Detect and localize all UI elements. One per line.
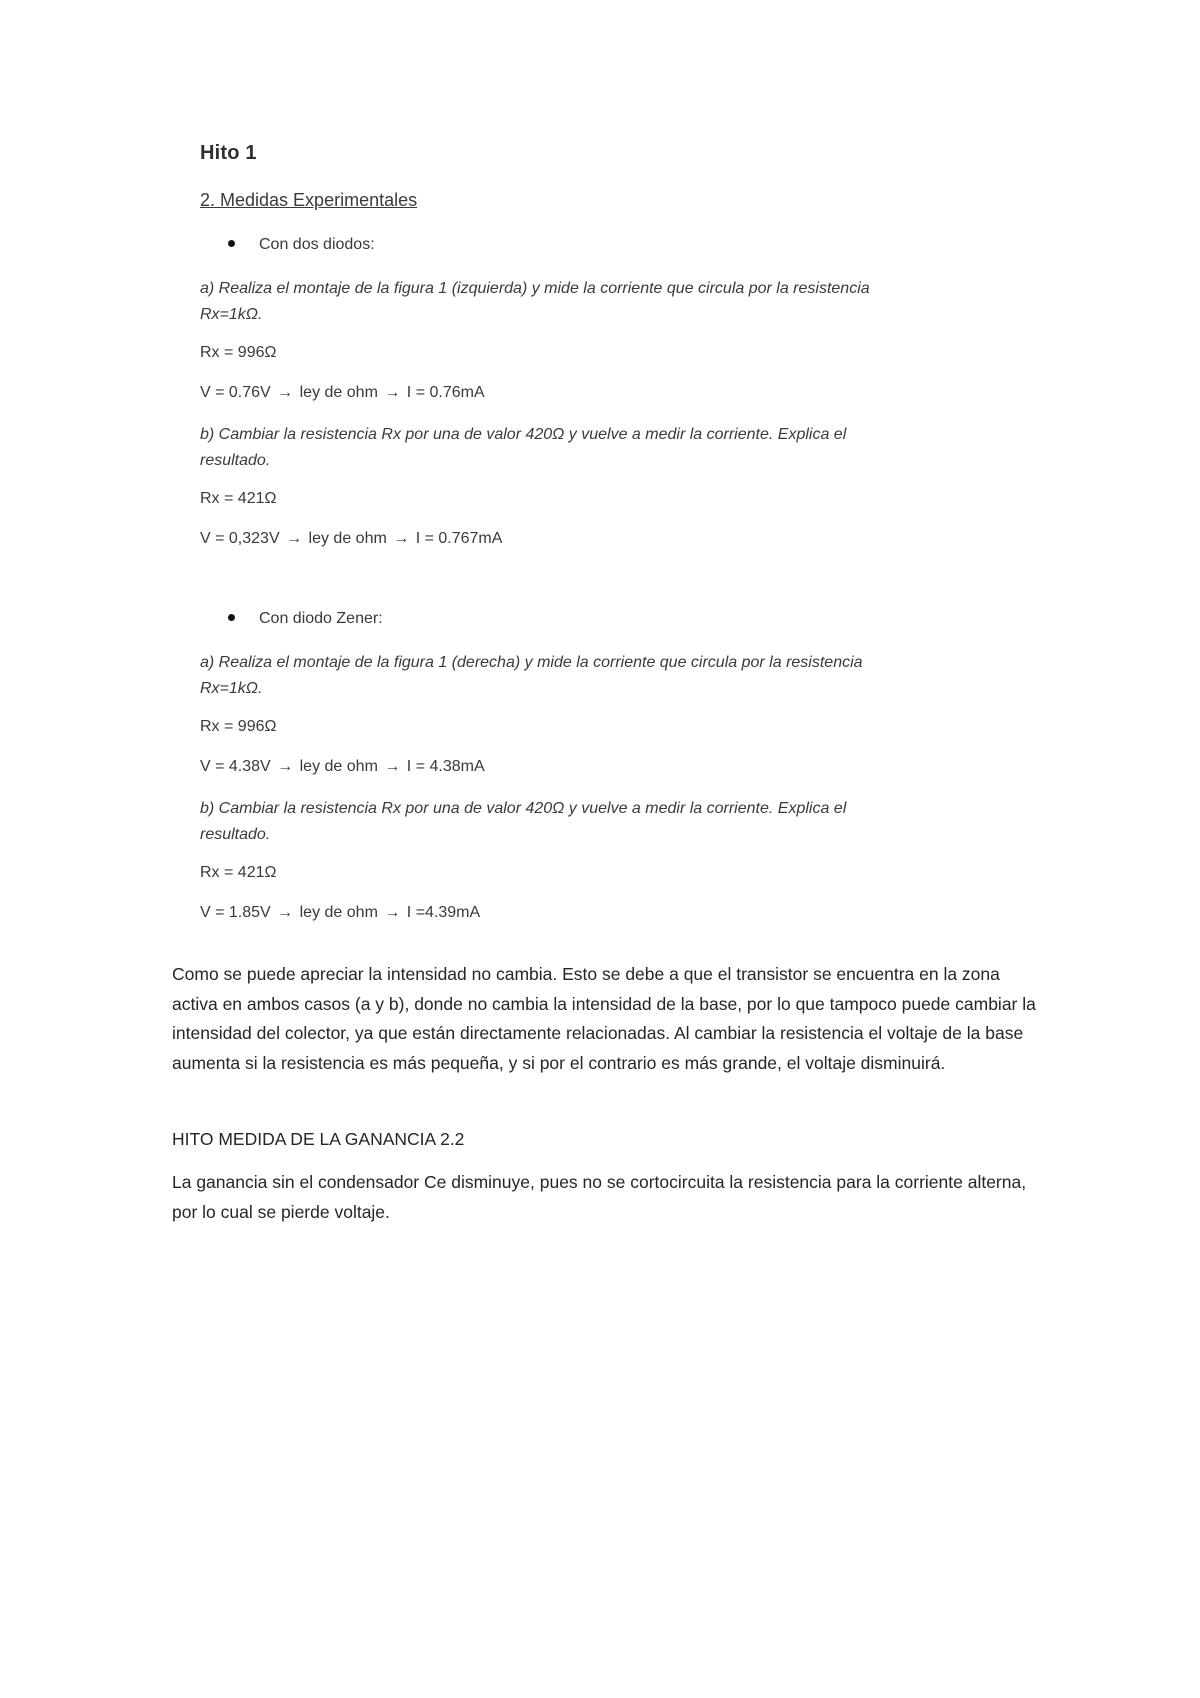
- voltage-value: V = 4.38V: [200, 758, 271, 775]
- answer-rx: Rx = 996Ω: [200, 344, 277, 361]
- ley-label: ley de ohm: [299, 384, 378, 401]
- question-line: b) Cambiar la resistencia Rx por una de valor 420Ω y vuelve a medir la corriente. Explica el: [200, 426, 847, 443]
- answer-rx: Rx = 421Ω: [200, 864, 277, 881]
- question-line: resultado.: [200, 452, 271, 469]
- bullet-icon: [228, 614, 235, 621]
- current-value: I =4.39mA: [406, 904, 481, 921]
- answer-voltage-line: [200, 530, 960, 548]
- question-a-zener: [200, 650, 940, 702]
- bullet-diodo-zener: [228, 610, 988, 628]
- arrow-right-icon: →: [384, 904, 401, 921]
- arrow-right-icon: →: [277, 904, 294, 921]
- page-title: Hito 1: [200, 142, 257, 164]
- answer-voltage-line: [200, 904, 960, 922]
- arrow-right-icon: →: [277, 384, 294, 401]
- bullet-label: Con dos diodos:: [259, 236, 375, 253]
- explanation-paragraph: Como se puede apreciar la intensidad no cambia. Esto se debe a que el transistor se encuentra en la zona activa en ambos casos (a y b), donde no cambia la intensidad de la base, por lo que tampoco puede cambiar la intensidad del colector, ya que están directamente relacionadas. Al cambiar la resistencia el voltaje de la base aumenta si la resistencia es más pequeña, y si por el contrario es más grande, el voltaje disminuirá.: [172, 964, 1036, 1073]
- voltage-value: V = 0,323V: [200, 530, 280, 547]
- question-line: Rx=1kΩ.: [200, 306, 263, 323]
- question-line: a) Realiza el montaje de la figura 1 (izquierda) y mide la corriente que circula por la resistencia: [200, 280, 870, 297]
- answer-voltage-line: [200, 758, 960, 776]
- question-line: resultado.: [200, 826, 271, 843]
- section-heading: 2. Medidas Experimentales: [200, 190, 418, 210]
- ganancia-paragraph: La ganancia sin el condensador Ce disminuye, pues no se cortocircuita la resistencia para la corriente alterna, por lo cual se pierde voltaje.: [172, 1172, 1027, 1222]
- arrow-right-icon: →: [286, 530, 303, 547]
- voltage-value: V = 0.76V: [200, 384, 271, 401]
- question-line: a) Realiza el montaje de la figura 1 (derecha) y mide la corriente que circula por la resistencia: [200, 654, 863, 671]
- arrow-right-icon: →: [384, 384, 401, 401]
- arrow-right-icon: →: [277, 758, 294, 775]
- arrow-right-icon: →: [384, 758, 401, 775]
- current-value: I = 0.76mA: [406, 384, 485, 401]
- bullet-dos-diodos: [228, 236, 988, 254]
- question-line: Rx=1kΩ.: [200, 680, 263, 697]
- question-b-zener: [200, 796, 940, 848]
- hito-ganancia-heading: HITO MEDIDA DE LA GANANCIA 2.2: [172, 1129, 465, 1149]
- arrow-right-icon: →: [393, 530, 410, 547]
- ley-label: ley de ohm: [299, 758, 378, 775]
- bullet-label: Con diodo Zener:: [259, 610, 383, 627]
- bullet-icon: [228, 240, 235, 247]
- current-value: I = 4.38mA: [406, 758, 485, 775]
- question-b-dos-diodos: [200, 422, 940, 474]
- ley-label: ley de ohm: [299, 904, 378, 921]
- current-value: I = 0.767mA: [415, 530, 503, 547]
- answer-rx: Rx = 421Ω: [200, 490, 277, 507]
- question-a-dos-diodos: [200, 276, 940, 328]
- answer-rx: Rx = 996Ω: [200, 718, 277, 735]
- answer-voltage-line: [200, 384, 960, 402]
- ley-label: ley de ohm: [308, 530, 387, 547]
- question-line: b) Cambiar la resistencia Rx por una de valor 420Ω y vuelve a medir la corriente. Explica el: [200, 800, 847, 817]
- voltage-value: V = 1.85V: [200, 904, 271, 921]
